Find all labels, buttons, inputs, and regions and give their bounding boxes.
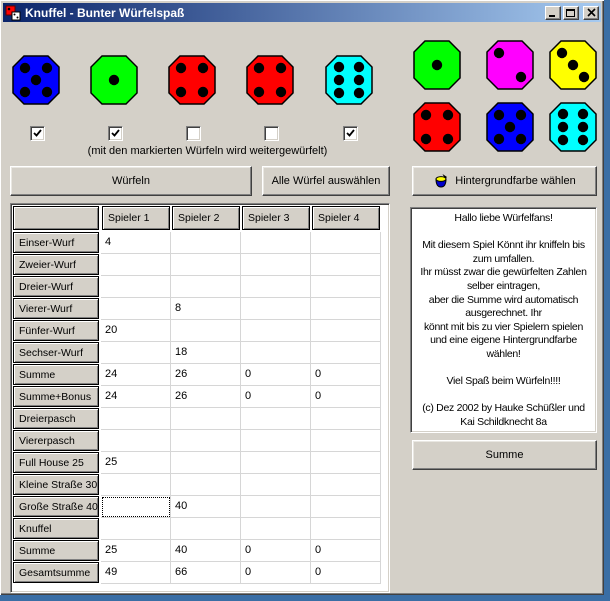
score-cell[interactable]: 25 [101,540,171,562]
choose-background-color-label: Hintergrundfarbe wählen [455,175,576,187]
minimize-icon [548,8,558,18]
close-button[interactable] [583,6,599,20]
table-row [13,232,381,254]
palette-die-4 [413,102,461,152]
score-cell[interactable] [171,320,241,342]
row-label-button[interactable]: Gesamtsumme [13,562,99,583]
score-cell[interactable]: 4 [101,232,171,254]
score-cell[interactable]: 25 [101,452,171,474]
score-cell[interactable] [171,518,241,540]
table-row [13,254,381,276]
minimize-button[interactable] [545,6,561,20]
select-all-dice-button[interactable]: Alle Würfel auswählen [262,166,390,196]
sum-button[interactable]: Summe [412,440,597,470]
keep-die-checkbox-2[interactable] [108,126,123,141]
column-header-spieler-1: Spieler 1 [102,206,170,230]
row-label-button[interactable]: Fünfer-Wurf [13,320,99,341]
row-label-button[interactable]: Dreier-Wurf [13,276,99,297]
keep-die-checkbox-5[interactable] [343,126,358,141]
info-text-line: könnt mit bis zu vier Spielern spielen [423,320,583,333]
score-cell[interactable]: 40 [171,496,241,518]
score-cell[interactable] [101,254,171,276]
paint-bucket-icon [433,173,449,189]
score-cell[interactable] [241,254,311,276]
score-cell[interactable]: 0 [241,364,311,386]
dice-caption: (mit den markierten Würfeln wird weitergewürfelt) [87,145,328,157]
score-cell[interactable] [311,320,381,342]
score-cell[interactable] [241,430,311,452]
score-table-panel [10,203,390,593]
info-text-line: Hallo liebe Würfelfans! [454,212,553,224]
info-text-line: ausgerechnet. Ihr [465,307,542,320]
score-cell[interactable] [171,232,241,254]
table-row [13,342,381,364]
palette-die-6 [549,102,597,152]
score-cell[interactable]: 0 [311,386,381,408]
score-cell[interactable] [171,408,241,430]
info-text-line: wählen! [486,347,521,360]
row-label-button[interactable]: Dreierpasch [13,408,99,429]
keep-die-checkbox-1[interactable] [30,126,45,141]
score-cell[interactable] [241,232,311,254]
score-cell[interactable]: 26 [171,364,241,386]
hand-die-2 [90,55,138,105]
palette-die-5 [486,102,534,152]
table-row [13,562,381,584]
choose-background-color-button[interactable] [412,166,597,196]
roll-dice-button[interactable]: Würfeln [10,166,252,196]
score-cell[interactable]: 0 [241,540,311,562]
score-cell[interactable] [241,452,311,474]
keep-die-checkbox-3[interactable] [186,126,201,141]
hand-die-4 [246,55,294,105]
table-row [13,320,381,342]
row-label-button[interactable]: Kleine Straße 30 [13,474,99,495]
table-row [13,408,381,430]
score-cell[interactable] [311,342,381,364]
score-cell[interactable]: 24 [101,364,171,386]
info-text-line [411,226,596,240]
check-icon [111,129,120,138]
row-label-button[interactable]: Full House 25 [13,452,99,473]
table-row [13,298,381,320]
score-cell[interactable]: 20 [101,320,171,342]
score-cell[interactable] [311,408,381,430]
title-bar[interactable] [3,3,601,22]
score-cell[interactable] [241,496,311,518]
palette-die-1 [413,40,461,90]
info-text-line: (c) Dez 2002 by Hauke Schüßler und [422,402,585,415]
score-cell[interactable] [101,408,171,430]
score-cell[interactable] [101,298,171,320]
score-cell[interactable] [101,276,171,298]
score-cell[interactable] [171,254,241,276]
score-cell[interactable] [101,496,171,518]
table-row [13,452,381,474]
score-cell[interactable]: 66 [171,562,241,584]
row-label-button[interactable]: Summe [13,540,99,561]
score-cell[interactable] [241,342,311,364]
score-cell[interactable] [101,342,171,364]
score-cell[interactable]: 26 [171,386,241,408]
row-label-button[interactable]: Zweier-Wurf [13,254,99,275]
score-cell[interactable] [311,518,381,540]
maximize-button[interactable] [563,6,579,20]
table-row [13,276,381,298]
score-cell[interactable] [241,298,311,320]
row-label-button[interactable]: Knuffel [13,518,99,539]
score-cell[interactable]: 18 [171,342,241,364]
score-grid [13,206,381,584]
column-header-spieler-4: Spieler 4 [312,206,380,230]
dice-pair-icon [5,5,21,21]
score-cell[interactable] [171,276,241,298]
row-label-button[interactable]: Große Straße 40 [13,496,99,517]
score-cell[interactable] [311,298,381,320]
score-cell[interactable] [101,430,171,452]
info-text-line [411,362,596,376]
score-cell[interactable] [311,276,381,298]
score-cell[interactable]: 0 [241,562,311,584]
score-cell[interactable] [311,232,381,254]
info-text-line: aber die Summe wird automatisch [428,293,579,306]
table-row [13,430,381,452]
check-icon [346,129,355,138]
info-text-line: Ihr müsst zwar die gewürfelten Zahlen [420,266,587,279]
corner-cell [13,206,99,230]
score-cell[interactable] [241,276,311,298]
window-title: Knuffel - Bunter Würfelspaß [25,5,185,20]
table-row [13,496,381,518]
score-cell[interactable]: 0 [241,386,311,408]
score-cell[interactable] [241,408,311,430]
score-cell[interactable]: 0 [311,540,381,562]
score-cell[interactable]: 0 [311,562,381,584]
hand-die-5 [325,55,373,105]
score-cell[interactable] [311,430,381,452]
table-row [13,540,381,562]
score-cell[interactable] [311,452,381,474]
score-cell[interactable] [101,474,171,496]
score-cell[interactable] [171,474,241,496]
row-label-button[interactable]: Sechser-Wurf [13,342,99,363]
table-row [13,364,381,386]
palette-die-3 [549,40,597,90]
hand-die-3 [168,55,216,105]
score-cell[interactable] [311,474,381,496]
check-icon [33,129,42,138]
score-cell[interactable] [101,518,171,540]
score-cell[interactable]: 24 [101,386,171,408]
score-cell[interactable] [241,320,311,342]
score-cell[interactable] [241,518,311,540]
score-cell[interactable] [171,452,241,474]
info-text-line: und eine eigene Hintergrundfarbe [430,334,577,347]
row-label-button[interactable]: Summe+Bonus [13,386,99,407]
row-label-button[interactable]: Vierer-Wurf [13,298,99,319]
score-cell[interactable] [241,474,311,496]
table-row [13,518,381,540]
keep-die-checkbox-4[interactable] [264,126,279,141]
row-label-button[interactable]: Einser-Wurf [13,232,99,253]
info-text-line: Viel Spaß beim Würfeln!!!! [446,375,561,388]
column-header-spieler-3: Spieler 3 [242,206,310,230]
row-label-button[interactable]: Viererpasch [13,430,99,451]
hand-die-1 [12,55,60,105]
info-text-line: selber eintragen, [466,279,541,292]
info-text-line: Mit diesem Spiel Könnt ihr kniffeln bis [422,239,585,252]
column-header-spieler-2: Spieler 2 [172,206,240,230]
score-cell[interactable] [311,496,381,518]
palette-die-2 [486,40,534,90]
score-cell[interactable] [311,254,381,276]
info-text-line: Kai Schildknecht 8a [460,415,547,428]
score-cell[interactable]: 8 [171,298,241,320]
row-label-button[interactable]: Summe [13,364,99,385]
score-cell[interactable] [171,430,241,452]
info-text-line [411,389,596,403]
table-row [13,474,381,496]
score-cell[interactable]: 49 [101,562,171,584]
score-cell[interactable]: 0 [311,364,381,386]
maximize-icon [566,8,576,18]
info-panel [410,207,597,433]
close-icon [587,8,596,17]
score-cell[interactable]: 40 [171,540,241,562]
info-text-line: zum umfallen. [472,252,535,265]
table-row [13,386,381,408]
